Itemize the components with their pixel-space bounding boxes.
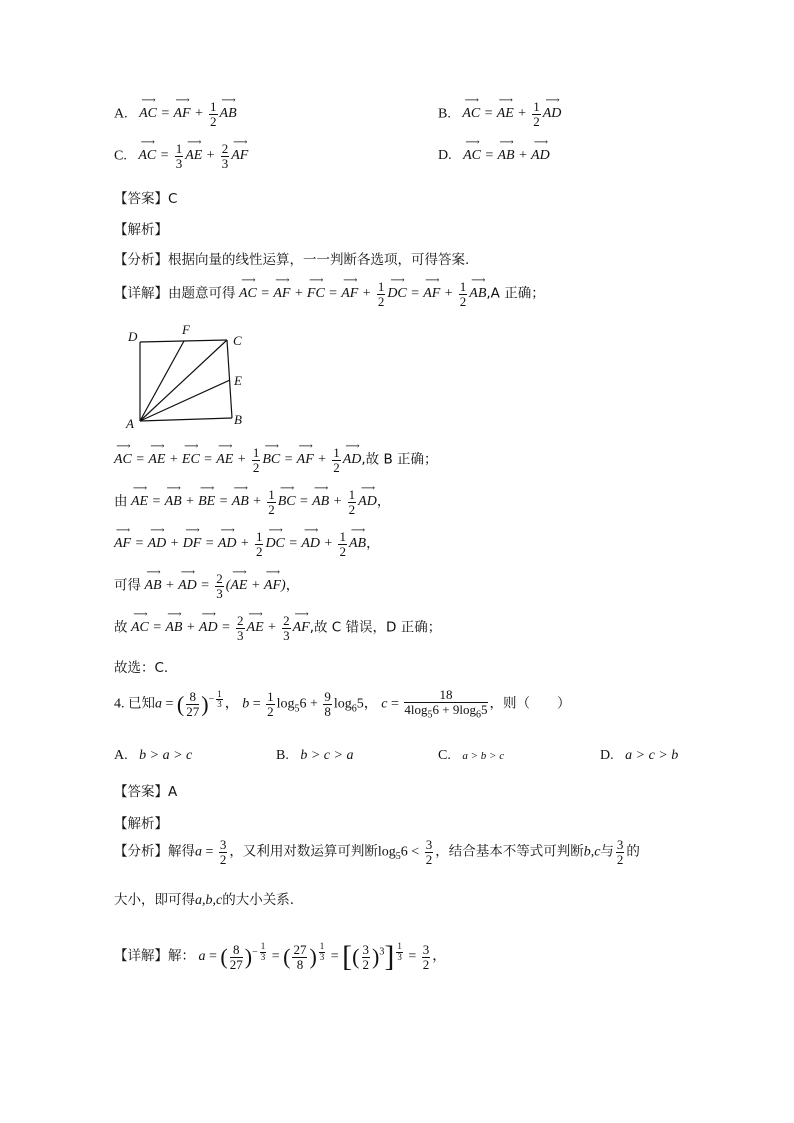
q4-option-b-label: B. [276, 748, 289, 763]
q3-conclusion: 故选：C. [114, 660, 169, 676]
q4-answer-tag: 【答案】 [114, 784, 168, 800]
q3-answer [114, 187, 177, 207]
answer-value: C [168, 191, 178, 207]
q3-line5: 可得 ⟶ AB + ⟶ AD = $\frac{2}{3}$ (⟶ AE + ⟶ AF)， [114, 572, 299, 600]
label-c: C [233, 333, 242, 348]
q4-option-d-text: a > c > b [625, 748, 679, 763]
q4-option-a-text: b > a > c [139, 748, 193, 763]
q4-option-a-label: A. [114, 748, 128, 763]
line5-start: 可得 [114, 577, 141, 594]
q4-stem: 4. 已知a = ( $\frac{8}{27}$ )$^{- \frac{1}{3}}$ ， b = $\frac{1}{2}$ $\log_56$ + $\frac{9}{8}$ $\log_65$， c = $\frac{18}{4\log_56 + 9\log_65}$ ，则（ ） [114, 687, 571, 721]
q4-xiangjie-tag: 【详解】 [114, 948, 168, 965]
q4-fenxi-p4: 与 [600, 843, 614, 860]
square-figure [124, 320, 254, 432]
q3-line3: 由 ⟶ AE = ⟶ AB + ⟶ BE = ⟶ AB + $\frac{1}{2}$ ⟶ BC = ⟶ AB + $\frac{1}{2}$ ⟶ AD， [114, 488, 390, 516]
q4-fenxi-line2: 大小，即可得a,b,c的大小关系. [114, 892, 295, 908]
option-b-label: B. [438, 106, 451, 122]
line3-end: ， [376, 493, 391, 510]
option-a-label: A. [114, 106, 128, 122]
q3-line2: ⟶ AC = ⟶ AE + ⟶ EC = ⟶ AE + $\frac{1}{2}$ ⟶ BC = ⟶ AF + $\frac{1}{2}$ ⟶ AD,故 B 正确； [114, 446, 438, 474]
q4-number: 4. [114, 696, 125, 712]
q3-line4: ⟶ AF = ⟶ AD + ⟶ DF = ⟶ AD + $\frac{1}{2}$ ⟶ DC = ⟶ AD + $\frac{1}{2}$ ⟶ AB， [114, 530, 380, 558]
fenxi-text: 根据向量的线性运算，一一判断各选项，可得答案. [168, 252, 470, 268]
q4-option-c-text: a > b > c [462, 750, 505, 762]
q4-option-b [276, 748, 353, 764]
q4-fenxi-p2: ，又利用对数运算可判断 [229, 843, 378, 860]
line4-end: ， [366, 535, 380, 552]
answer-tag: 【答案】 [114, 191, 168, 207]
q4-answer-value: A [168, 784, 178, 800]
label-a: A [126, 416, 134, 431]
line5-end: ， [285, 577, 300, 594]
q4-fenxi-p1: 解得 [168, 843, 195, 860]
line2-end: ,故 B 正确； [361, 451, 438, 468]
q4-option-a [114, 748, 192, 764]
line3-start: 由 [114, 493, 128, 510]
q4-xiangjie: 【详解】解： a = ( $\frac{8}{27}$ )$^{- \frac{1}{3}}$ = ( $\frac{27}{8}$ ) $^{\frac{1}{3}}$ = [( $\frac{3}{2}$ )$^3$] $^{\frac{1}{3}}$ = $\frac{3}{2}$ ， [114, 940, 447, 973]
label-b: B [234, 412, 242, 427]
q4-fenxi-line2: 大小，即可得 [114, 892, 195, 908]
q4-option-b-text: b > c > a [300, 748, 354, 763]
option-a: A. ⟶ AC = ⟶ AF + $\frac{1}{2}$ ⟶ AB [114, 100, 237, 128]
q4-option-c [438, 748, 504, 764]
option-d-label: D. [438, 148, 452, 163]
q4-fenxi-line2-end: 的大小关系. [222, 892, 295, 908]
line6-end: ,故 C 错误，D 正确； [309, 619, 442, 636]
label-f: F [182, 322, 190, 337]
fenxi-tag: 【分析】 [114, 252, 168, 268]
q4-option-d [600, 748, 678, 764]
q3-fenxi [114, 248, 469, 268]
option-d: D. ⟶ AC = ⟶ AB + ⟶ AD [438, 148, 550, 164]
q4-fenxi-tag: 【分析】 [114, 843, 168, 860]
option-b: B. ⟶ AC = ⟶ AE + $\frac{1}{2}$ ⟶ AD [438, 100, 561, 128]
q3-analysis-tag: 【解析】 [114, 222, 168, 238]
q4-stem-start: 已知 [128, 695, 155, 712]
q4-analysis-tag: 【解析】 [114, 816, 168, 832]
option-c: C. ⟶ AC = $\frac{1}{3}$ ⟶ AE + $\frac{2}{3}$ ⟶ AF [114, 142, 248, 170]
q4-stem-end: ，则（ ） [489, 695, 571, 712]
label-e: E [234, 373, 242, 388]
q4-option-d-label: D. [600, 748, 614, 763]
q3-xiangjie-line1: 【详解】由题意可得 ⟶ AC = ⟶ AF + ⟶ FC = ⟶ AF + $\frac{1}{2}$ ⟶ DC = ⟶ AF + $\frac{1}{2}$ ⟶ AB,A 正确； [114, 280, 545, 308]
option-c-label: C. [114, 148, 127, 164]
label-d: D [128, 329, 138, 344]
line6-start: 故 [114, 619, 128, 636]
q4-xiangjie-start: 解： [168, 948, 195, 965]
q4-answer [114, 780, 177, 800]
q3-line6: 故 ⟶ AC = ⟶ AB + ⟶ AD = $\frac{2}{3}$ ⟶ AE + $\frac{2}{3}$ ⟶ AF,故 C 错误，D 正确； [114, 614, 441, 642]
q4-fenxi-line1: 【分析】解得a = $\frac{3}{2}$ ，又利用对数运算可判断$\log_56$ < $\frac{3}{2}$ ，结合基本不等式可判断b,c与 $\frac{3}{2}$ 的 [114, 837, 640, 867]
xiangjie-tag: 【详解】 [114, 285, 168, 302]
q4-fenxi-p5: 的 [626, 843, 640, 860]
q4-option-c-label: C. [438, 748, 451, 763]
xiangjie-intro: 由题意可得 [168, 285, 236, 302]
q4-fenxi-p3: ，结合基本不等式可判断 [435, 843, 584, 860]
line1-end: ,A 正确； [486, 285, 545, 302]
